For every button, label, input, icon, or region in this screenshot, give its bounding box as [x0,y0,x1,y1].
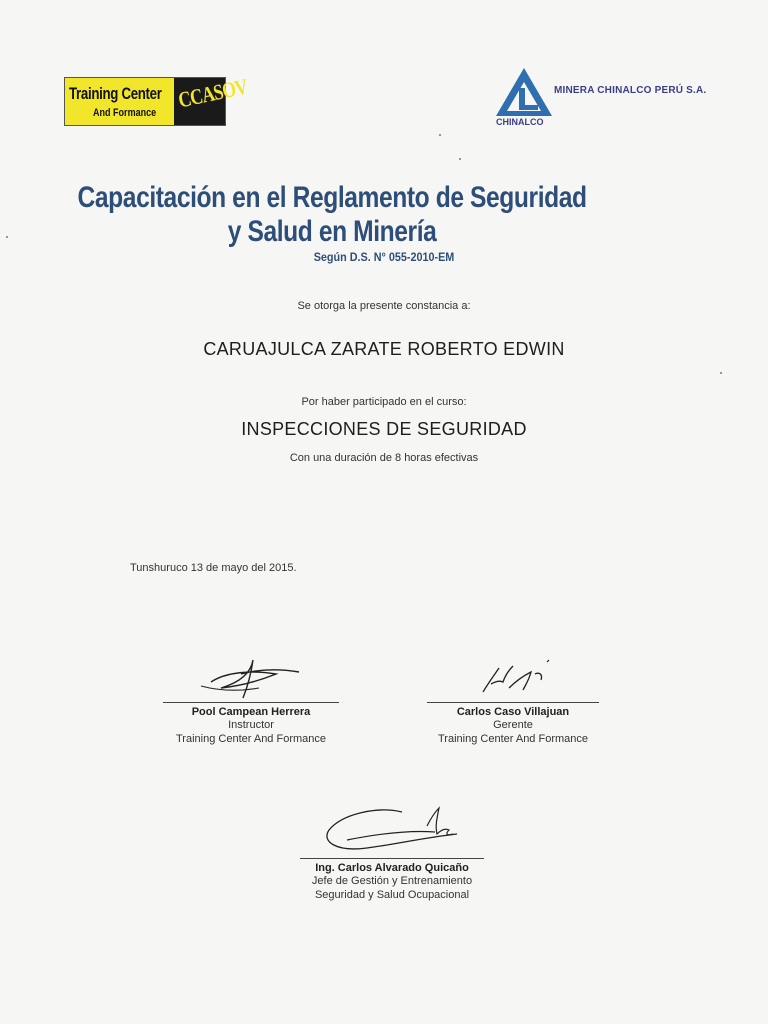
signer-role: Gerente [493,719,533,731]
regulation-subtitle: Según D.S. N° 055-2010-EM [313,250,455,264]
caso-mark [174,73,250,125]
caso-mark-text: CCASOV [176,73,250,113]
handwritten-signature-1 [181,652,321,702]
scan-speck [459,158,461,160]
chinalco-company-name: MINERA CHINALCO PERÚ S.A. [554,85,707,96]
signature-block-manager [427,652,599,746]
signer-role: Instructor [228,719,274,731]
title-line-2: y Salud en Minería [227,215,437,248]
duration-text: Con una duración de 8 horas efectivas [289,452,479,464]
chinalco-brand-name: CHINALCO [496,117,544,127]
signer-role: Jefe de Gestión y Entrenamiento [311,875,473,887]
participated-text: Por haber participado en el curso: [301,396,467,408]
signer-org: Training Center And Formance [176,733,326,745]
title-line-1: Capacitación en el Reglamento de Seguridad [77,181,587,214]
logo-main-text: Training Center [69,84,162,103]
chinalco-logo [494,66,734,130]
place-date: Tunshuruco 13 de mayo del 2015. [130,562,297,574]
scan-speck [6,236,8,238]
scan-speck [439,134,441,136]
signer-name: Carlos Caso Villajuan [456,706,570,718]
training-center-logo [64,73,250,126]
handwritten-signature-3 [307,800,477,858]
signer-name: Pool Campean Herrera [191,706,311,718]
signature-block-instructor [163,652,339,746]
chinalco-triangle-icon [494,66,554,118]
signer-org: Training Center And Formance [438,733,588,745]
grant-text: Se otorga la presente constancia a: [297,300,471,312]
signer-name: Ing. Carlos Alvarado Quicaño [315,862,469,874]
logo-sub-text: And Formance [93,107,157,119]
handwritten-signature-2 [453,652,573,702]
signature-block-head [300,800,484,902]
recipient-name: CARUAJULCA ZARATE ROBERTO EDWIN [203,339,565,359]
scan-speck [720,372,722,374]
signer-org: Seguridad y Salud Ocupacional [314,889,470,901]
course-name: INSPECCIONES DE SEGURIDAD [241,419,527,439]
